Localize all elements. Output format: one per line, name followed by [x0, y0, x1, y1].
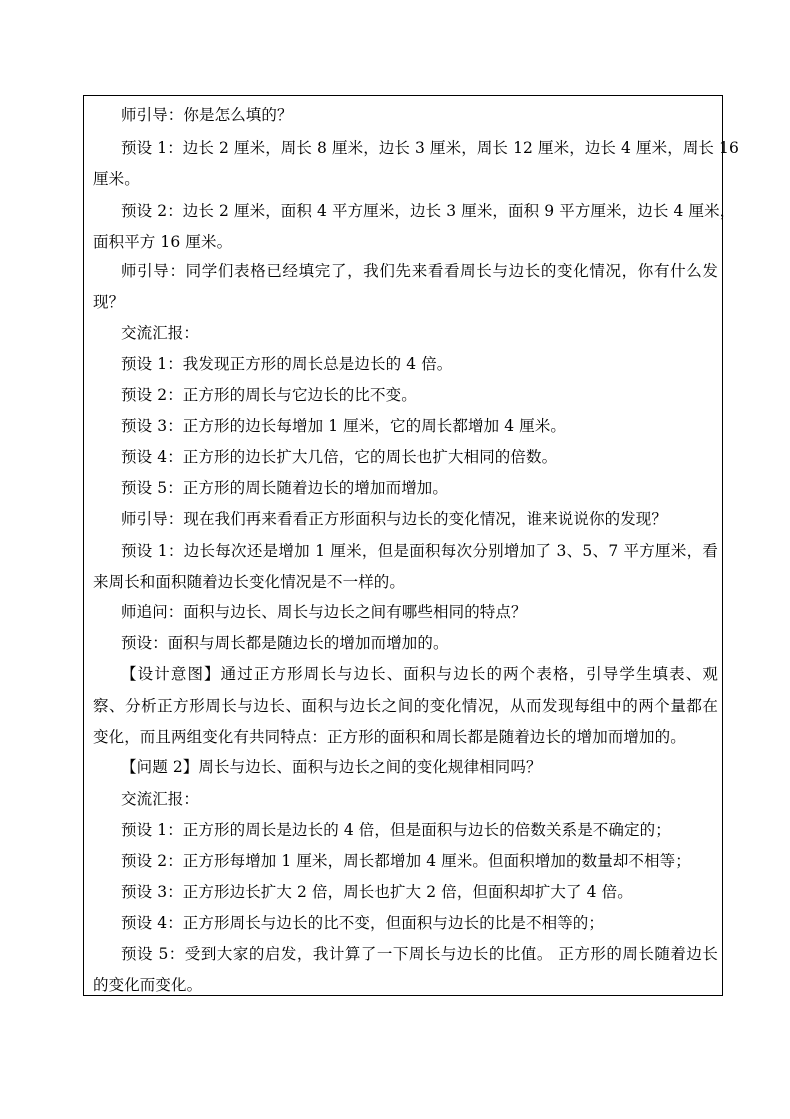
text-line: 师引导：现在我们再来看看正方形面积与边长的变化情况，谁来说说你的发现？ — [121, 510, 668, 528]
text-line: 【设计意图】通过正方形周长与边长、面积与边长的两个表格，引导学生填表、观 — [121, 665, 718, 683]
text-line: 师引导：你是怎么填的？ — [121, 106, 293, 124]
text-line: 师引导：同学们表格已经填完了，我们先来看看周长与边长的变化情况，你有什么发 — [121, 262, 718, 280]
text-line: 来周长和面积随着边长变化情况是不一样的。 — [93, 573, 406, 591]
text-line: 预设 4：正方形的边长扩大几倍，它的周长也扩大相同的倍数。 — [121, 448, 558, 466]
text-line: 预设 2：正方形的周长与它边长的比不变。 — [121, 386, 417, 404]
text-line: 预设 2：边长 2 厘米，面积 4 平方厘米，边长 3 厘米，面积 9 平方厘米，边长 4 厘米， — [121, 202, 736, 220]
text-line: 面积平方 16 厘米。 — [93, 233, 233, 251]
text-line: 预设 1：边长 2 厘米，周长 8 厘米，边长 3 厘米，周长 12 厘米，边长 4 厘米，周长 16 — [121, 139, 739, 157]
text-line: 预设 1：我发现正方形的周长总是边长的 4 倍。 — [121, 355, 453, 373]
text-line: 交流汇报： — [121, 790, 200, 808]
text-line: 预设 2：正方形每增加 1 厘米，周长都增加 4 厘米。但面积增加的数量却不相等； — [121, 852, 691, 870]
text-line: 现？ — [93, 293, 125, 311]
text-line: 预设 1：正方形的周长是边长的 4 倍，但是面积与边长的倍数关系是不确定的； — [121, 821, 671, 839]
text-line: 预设 3：正方形的边长每增加 1 厘米，它的周长都增加 4 厘米。 — [121, 417, 567, 435]
text-line: 预设 1：边长每次还是增加 1 厘米，但是面积每次分别增加了 3、5、7 平方厘米，看 — [121, 542, 718, 560]
text-line: 察、分析正方形周长与边长、面积与边长之间的变化情况，从而发现每组中的两个量都在 — [93, 697, 718, 715]
text-line: 预设 3：正方形边长扩大 2 倍，周长也扩大 2 倍，但面积却扩大了 4 倍。 — [121, 883, 633, 901]
text-line: 预设：面积与周长都是随边长的增加而增加的。 — [121, 634, 449, 652]
text-line: 的变化而变化。 — [93, 976, 203, 994]
text-line: 变化，而且两组变化有共同特点：正方形的面积和周长都是随着边长的增加而增加的。 — [93, 728, 686, 746]
text-line: 预设 5：正方形的周长随着边长的增加而增加。 — [121, 479, 448, 497]
text-line: 预设 5：受到大家的启发，我计算了一下周长与边长的比值。 正方形的周长随着边长 — [121, 945, 718, 963]
text-line: 师追问：面积与边长、周长与边长之间有哪些相同的特点？ — [121, 603, 527, 621]
text-line: 交流汇报： — [121, 324, 200, 342]
text-line: 预设 4：正方形周长与边长的比不变，但面积与边长的比是不相等的； — [121, 914, 604, 932]
text-line: 厘米。 — [93, 170, 140, 188]
text-line: 【问题 2】周长与边长、面积与边长之间的变化规律相同吗？ — [121, 758, 542, 776]
